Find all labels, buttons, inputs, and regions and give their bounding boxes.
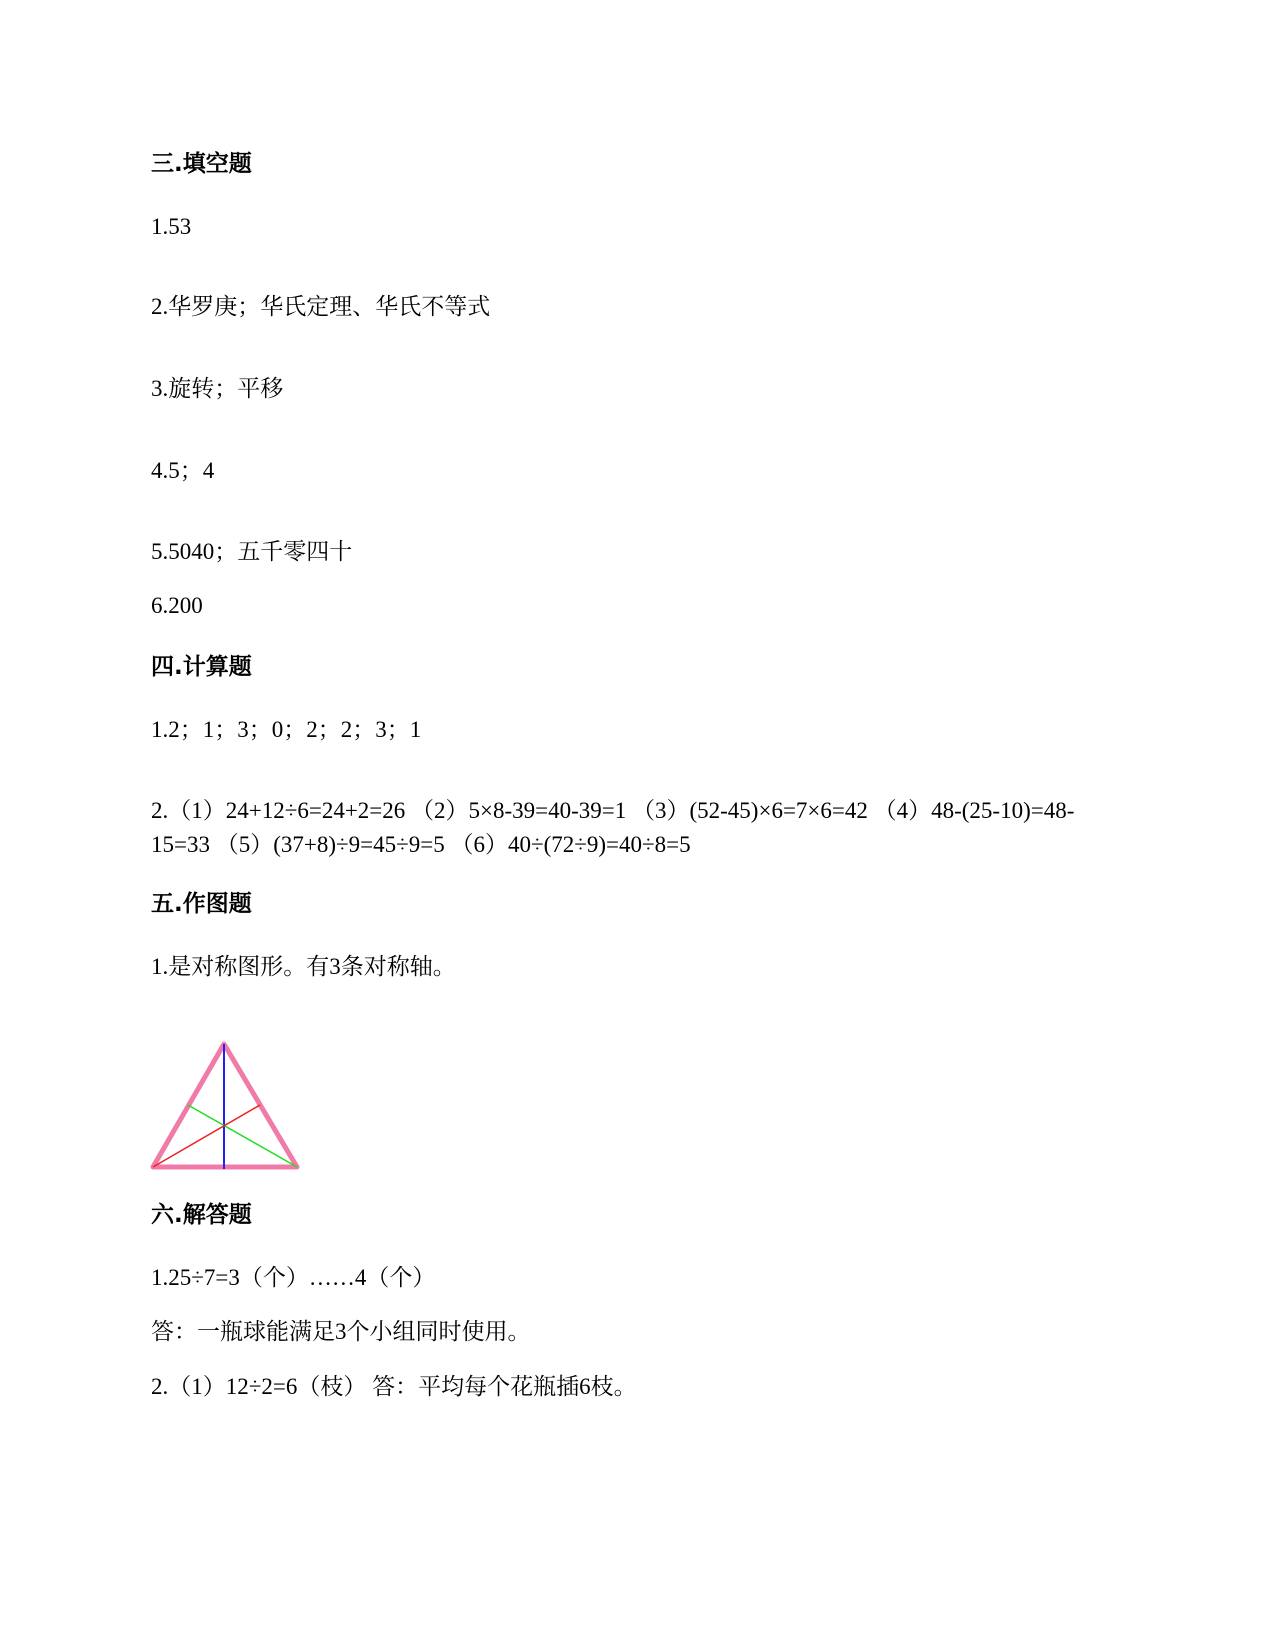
answer-item: 6.200 bbox=[151, 593, 203, 618]
answer-item: 答：一瓶球能满足3个小组同时使用。 bbox=[151, 1319, 531, 1344]
answer-item: 1.25÷7=3（个）……4（个） bbox=[151, 1265, 436, 1290]
answer-item: 3.旋转；平移 bbox=[151, 376, 284, 401]
triangle-symmetry-figure bbox=[150, 1040, 310, 1180]
answer-item: 2.华罗庚；华氏定理、华氏不等式 bbox=[151, 294, 491, 319]
answer-item: 4.5；4 bbox=[151, 458, 215, 483]
answer-item: 2.（1）12÷2=6（枝） 答：平均每个花瓶插6枝。 bbox=[151, 1374, 637, 1399]
section-heading-solution: 六.解答题 bbox=[151, 1202, 252, 1228]
section-heading-fill-in-blank: 三.填空题 bbox=[151, 151, 252, 177]
section-heading-drawing: 五.作图题 bbox=[151, 891, 252, 917]
answer-item: 1.是对称图形。有3条对称轴。 bbox=[151, 954, 456, 979]
triangle-symmetry-svg bbox=[150, 1040, 310, 1180]
answer-item: 2.（1）24+12÷6=24+2=26 （2）5×8-39=40-39=1 （3）(52-45)×6=7×6=42 （4）48-(25-10)=48-15=33 （5）(37+8)÷9=45÷9=5 （6）40÷(72÷9)=40÷8=5 bbox=[151, 798, 1075, 857]
answer-item: 1.2；1；3；0；2；2；3；1 bbox=[151, 717, 422, 742]
answer-item: 1.53 bbox=[151, 214, 192, 239]
section-heading-calculation: 四.计算题 bbox=[151, 654, 252, 680]
answer-item: 5.5040；五千零四十 bbox=[151, 539, 353, 564]
